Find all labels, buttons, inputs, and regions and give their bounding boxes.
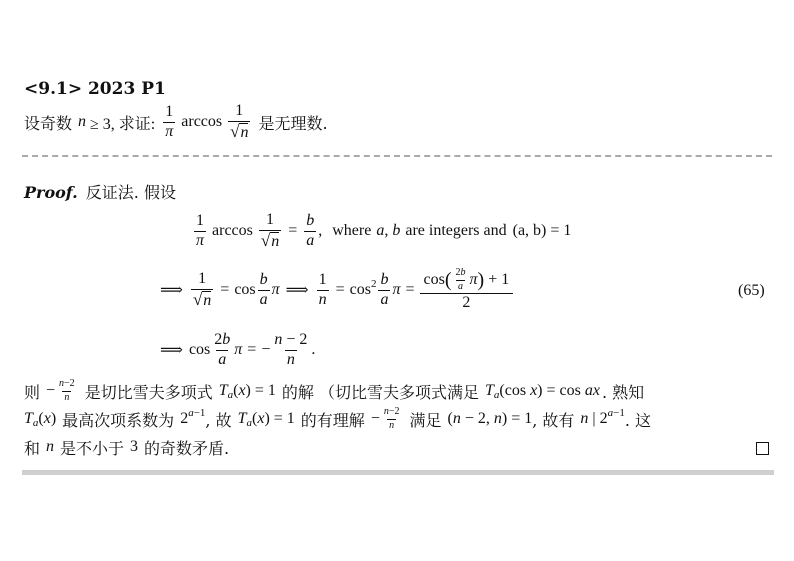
bottom-rule xyxy=(22,470,774,475)
conclusion-line-3: 和 n 是不小于 3 的奇数矛盾. xyxy=(24,434,229,460)
conclusion-1b: 是切比雪夫多项式 xyxy=(84,382,213,402)
ab-vars: a, b xyxy=(376,222,401,239)
conclusion-2c: 的有理解 xyxy=(300,410,365,430)
conclusion-3a: 和 xyxy=(24,438,41,458)
conclusion-2e: , 故有 xyxy=(532,410,575,430)
statement-post: 是无理数. xyxy=(258,113,328,133)
conclusion-3c: 3 xyxy=(130,438,139,455)
conclusion-line-2: $T_a(x)$ 最高次项系数为 $2^{a-1}$ , 故 $T_a(x) = 1$ 的有理解 − $\frac{n-2}{n}$ 满足 (n − 2, n) = 1 , 故有 n | $2^{a-1}$ . 这 xyxy=(24,406,652,431)
conclusion-1a: 则 xyxy=(24,382,41,402)
proof-intro xyxy=(24,180,176,203)
cond-var: n xyxy=(78,113,87,130)
conclusion-1c: 的解 （切比雪夫多项式满足 xyxy=(281,382,479,402)
conclusion-2f: . 这 xyxy=(624,410,652,430)
gcd-expr: (a, b) = 1 xyxy=(512,222,572,239)
conclusion-2a: 最高次项系数为 xyxy=(62,410,175,430)
conclusion-1d: . 熟知 xyxy=(601,382,645,402)
problem-header: <9.1> 2023 P1 xyxy=(24,79,166,99)
equation-line-2: ⟹ $\frac{1}{√n}$ = cos $\frac{b}{a}$ π ⟹ $\frac{1}{n}$ = $\cos^2$ $\frac{b}{a}$ π = cos ( $\frac{2b}{a}$ π ) + 1 2 xyxy=(160,264,513,316)
qed-box-icon xyxy=(756,440,769,459)
dashed-divider xyxy=(22,155,772,157)
conclusion-line-1: 则 − $\frac{n-2}{n}$ 是切比雪夫多项式 $T_a(x) = 1$ 的解 （切比雪夫多项式满足 $T_a(\cos$ x) = cos ax . 熟知 xyxy=(24,378,645,403)
conclusion-2d: 满足 xyxy=(409,410,442,430)
equation-number: (65) xyxy=(738,282,765,299)
are-integers-text: are integers and xyxy=(405,222,507,239)
equation-line-1: $\frac{1}{\pi}$ arccos $\frac{1}{√n}$ = $\frac{b}{a}$ , where a, b are integers and (a, b) = 1 xyxy=(196,210,572,250)
cond-rel: ≥ 3, 求证: xyxy=(90,115,156,133)
statement-formula: $\frac{1}{\pi}$ arccos $\frac{1}{√n}$ xyxy=(165,101,249,141)
conclusion-2b: , 故 xyxy=(205,410,232,430)
statement-pre: 设奇数 xyxy=(24,113,73,133)
problem-statement xyxy=(24,97,328,147)
proof-label: Proof. xyxy=(24,183,78,202)
conclusion-3d: 的奇数矛盾. xyxy=(144,438,230,458)
proof-intro-text: 反证法. 假设 xyxy=(85,183,176,202)
conclusion-3b: 是不小于 xyxy=(60,438,125,458)
equation-line-3: ⟹ cos $\frac{2b}{a}$ π = − $\frac{n - 2}{n}$ . xyxy=(160,330,316,368)
where-text: where xyxy=(332,222,372,239)
